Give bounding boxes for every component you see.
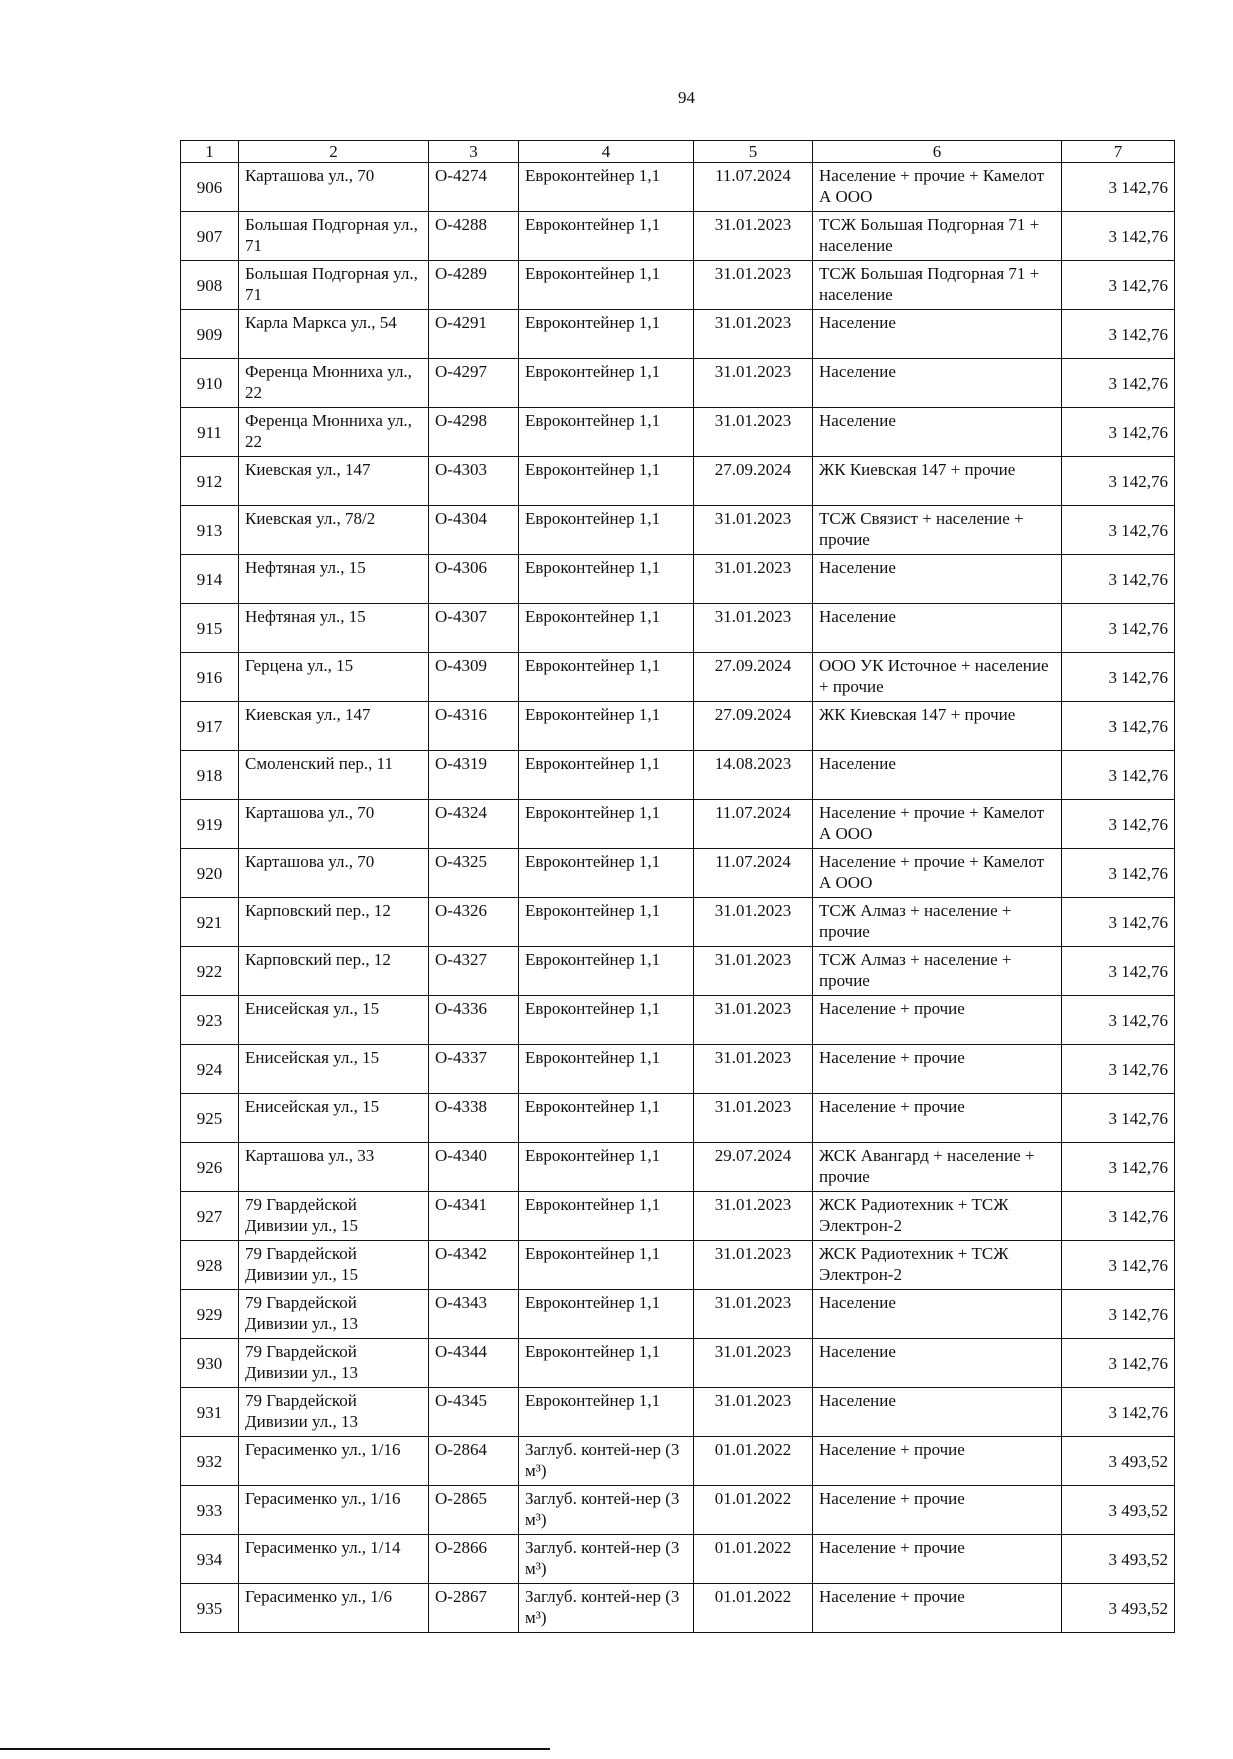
- cell-row-number: 915: [181, 604, 239, 653]
- cell-container-type: Евроконтейнер 1,1: [519, 947, 694, 996]
- cell-consumers: Население + прочие: [813, 996, 1062, 1045]
- cell-address: 79 Гвардейской Дивизии ул., 13: [239, 1339, 429, 1388]
- cell-date: 31.01.2023: [694, 947, 813, 996]
- cell-address: Енисейская ул., 15: [239, 1094, 429, 1143]
- cell-amount: 3 142,76: [1062, 555, 1175, 604]
- cell-container-id: О-4326: [429, 898, 519, 947]
- cell-address: 79 Гвардейской Дивизии ул., 13: [239, 1290, 429, 1339]
- cell-date: 27.09.2024: [694, 653, 813, 702]
- cell-container-id: О-4325: [429, 849, 519, 898]
- cell-amount: 3 142,76: [1062, 310, 1175, 359]
- cell-consumers: Население + прочие: [813, 1535, 1062, 1584]
- cell-row-number: 920: [181, 849, 239, 898]
- cell-row-number: 911: [181, 408, 239, 457]
- cell-container-type: Заглуб. контей-нер (3 м³): [519, 1437, 694, 1486]
- cell-row-number: 924: [181, 1045, 239, 1094]
- cell-date: 27.09.2024: [694, 702, 813, 751]
- column-header-4: 4: [519, 141, 694, 163]
- cell-container-id: О-2866: [429, 1535, 519, 1584]
- cell-amount: 3 142,76: [1062, 1143, 1175, 1192]
- cell-address: Нефтяная ул., 15: [239, 555, 429, 604]
- cell-row-number: 906: [181, 163, 239, 212]
- cell-container-id: О-4288: [429, 212, 519, 261]
- cell-address: Смоленский пер., 11: [239, 751, 429, 800]
- table-row: [181, 1241, 1175, 1290]
- table-row: [181, 1437, 1175, 1486]
- cell-container-id: О-4343: [429, 1290, 519, 1339]
- cell-row-number: 935: [181, 1584, 239, 1633]
- cell-date: 01.01.2022: [694, 1486, 813, 1535]
- cell-address: Карташова ул., 33: [239, 1143, 429, 1192]
- cell-container-id: О-2865: [429, 1486, 519, 1535]
- cell-consumers: Население: [813, 359, 1062, 408]
- cell-row-number: 926: [181, 1143, 239, 1192]
- cell-container-id: О-4324: [429, 800, 519, 849]
- cell-container-id: О-4291: [429, 310, 519, 359]
- cell-amount: 3 142,76: [1062, 1388, 1175, 1437]
- cell-container-type: Евроконтейнер 1,1: [519, 1094, 694, 1143]
- cell-amount: 3 142,76: [1062, 898, 1175, 947]
- cell-container-id: О-4289: [429, 261, 519, 310]
- table-row: [181, 457, 1175, 506]
- data-table: [180, 140, 1175, 1633]
- cell-consumers: Население: [813, 751, 1062, 800]
- cell-consumers: ТСЖ Большая Подгорная 71 + население: [813, 261, 1062, 310]
- cell-amount: 3 142,76: [1062, 359, 1175, 408]
- cell-container-type: Евроконтейнер 1,1: [519, 1241, 694, 1290]
- table-row: [181, 261, 1175, 310]
- cell-row-number: 907: [181, 212, 239, 261]
- column-header-6: 6: [813, 141, 1062, 163]
- cell-amount: 3 142,76: [1062, 506, 1175, 555]
- cell-address: Карташова ул., 70: [239, 849, 429, 898]
- cell-date: 11.07.2024: [694, 163, 813, 212]
- cell-date: 31.01.2023: [694, 261, 813, 310]
- table-row: [181, 555, 1175, 604]
- cell-amount: 3 142,76: [1062, 163, 1175, 212]
- cell-container-type: Евроконтейнер 1,1: [519, 212, 694, 261]
- cell-row-number: 918: [181, 751, 239, 800]
- cell-container-type: Евроконтейнер 1,1: [519, 1290, 694, 1339]
- cell-container-type: Евроконтейнер 1,1: [519, 261, 694, 310]
- cell-address: Герасименко ул., 1/16: [239, 1486, 429, 1535]
- table-row: [181, 898, 1175, 947]
- cell-container-type: Евроконтейнер 1,1: [519, 653, 694, 702]
- cell-container-id: О-2864: [429, 1437, 519, 1486]
- cell-container-id: О-4338: [429, 1094, 519, 1143]
- table-row: [181, 212, 1175, 261]
- cell-container-id: О-4345: [429, 1388, 519, 1437]
- cell-row-number: 917: [181, 702, 239, 751]
- cell-consumers: ТСЖ Алмаз + население + прочие: [813, 898, 1062, 947]
- cell-address: Карповский пер., 12: [239, 947, 429, 996]
- cell-date: 31.01.2023: [694, 212, 813, 261]
- cell-container-type: Евроконтейнер 1,1: [519, 359, 694, 408]
- cell-address: 79 Гвардейской Дивизии ул., 15: [239, 1192, 429, 1241]
- cell-container-id: О-4298: [429, 408, 519, 457]
- cell-address: Герасименко ул., 1/16: [239, 1437, 429, 1486]
- cell-amount: 3 142,76: [1062, 947, 1175, 996]
- cell-row-number: 933: [181, 1486, 239, 1535]
- cell-container-id: О-4341: [429, 1192, 519, 1241]
- table-row: [181, 359, 1175, 408]
- cell-consumers: Население: [813, 408, 1062, 457]
- cell-amount: 3 142,76: [1062, 1339, 1175, 1388]
- cell-date: 29.07.2024: [694, 1143, 813, 1192]
- cell-row-number: 916: [181, 653, 239, 702]
- table-row: [181, 947, 1175, 996]
- cell-consumers: ЖСК Радиотехник + ТСЖ Электрон-2: [813, 1192, 1062, 1241]
- table-row: [181, 996, 1175, 1045]
- table-row: [181, 1045, 1175, 1094]
- table-row: [181, 1290, 1175, 1339]
- table-row: [181, 163, 1175, 212]
- cell-date: 31.01.2023: [694, 1192, 813, 1241]
- table-row: [181, 702, 1175, 751]
- cell-amount: 3 493,52: [1062, 1437, 1175, 1486]
- cell-container-id: О-4337: [429, 1045, 519, 1094]
- cell-date: 31.01.2023: [694, 996, 813, 1045]
- cell-container-id: О-4342: [429, 1241, 519, 1290]
- cell-container-id: О-4274: [429, 163, 519, 212]
- cell-container-type: Заглуб. контей-нер (3 м³): [519, 1486, 694, 1535]
- column-header-5: 5: [694, 141, 813, 163]
- cell-container-type: Заглуб. контей-нер (3 м³): [519, 1535, 694, 1584]
- cell-consumers: ЖК Киевская 147 + прочие: [813, 457, 1062, 506]
- table-row: [181, 310, 1175, 359]
- cell-address: 79 Гвардейской Дивизии ул., 15: [239, 1241, 429, 1290]
- table-row: [181, 849, 1175, 898]
- cell-consumers: ТСЖ Алмаз + население + прочие: [813, 947, 1062, 996]
- cell-address: Герасименко ул., 1/14: [239, 1535, 429, 1584]
- column-header-7: 7: [1062, 141, 1175, 163]
- cell-row-number: 908: [181, 261, 239, 310]
- table-row: [181, 1192, 1175, 1241]
- cell-consumers: Население + прочие + Камелот А ООО: [813, 163, 1062, 212]
- cell-address: Карташова ул., 70: [239, 800, 429, 849]
- cell-consumers: Население: [813, 1388, 1062, 1437]
- cell-amount: 3 142,76: [1062, 604, 1175, 653]
- cell-date: 31.01.2023: [694, 555, 813, 604]
- page-number: 94: [678, 88, 695, 107]
- table-row: [181, 1584, 1175, 1633]
- table-row: [181, 1094, 1175, 1143]
- cell-container-type: Евроконтейнер 1,1: [519, 457, 694, 506]
- cell-amount: 3 142,76: [1062, 849, 1175, 898]
- cell-container-type: Заглуб. контей-нер (3 м³): [519, 1584, 694, 1633]
- cell-amount: 3 142,76: [1062, 653, 1175, 702]
- cell-container-id: О-4344: [429, 1339, 519, 1388]
- cell-date: 31.01.2023: [694, 1290, 813, 1339]
- table-row: [181, 1486, 1175, 1535]
- cell-date: 31.01.2023: [694, 1339, 813, 1388]
- cell-container-type: Евроконтейнер 1,1: [519, 604, 694, 653]
- cell-amount: 3 142,76: [1062, 702, 1175, 751]
- cell-address: Карла Маркса ул., 54: [239, 310, 429, 359]
- cell-row-number: 925: [181, 1094, 239, 1143]
- cell-amount: 3 493,52: [1062, 1535, 1175, 1584]
- cell-amount: 3 142,76: [1062, 1192, 1175, 1241]
- cell-container-id: О-4327: [429, 947, 519, 996]
- cell-container-type: Евроконтейнер 1,1: [519, 1045, 694, 1094]
- cell-amount: 3 142,76: [1062, 212, 1175, 261]
- table-row: [181, 1388, 1175, 1437]
- cell-container-type: Евроконтейнер 1,1: [519, 1192, 694, 1241]
- cell-consumers: Население + прочие + Камелот А ООО: [813, 849, 1062, 898]
- cell-amount: 3 142,76: [1062, 800, 1175, 849]
- cell-consumers: Население: [813, 1290, 1062, 1339]
- cell-row-number: 934: [181, 1535, 239, 1584]
- footer-rule: [0, 1748, 550, 1750]
- cell-address: Енисейская ул., 15: [239, 1045, 429, 1094]
- cell-row-number: 923: [181, 996, 239, 1045]
- cell-amount: 3 142,76: [1062, 1045, 1175, 1094]
- cell-container-id: О-4316: [429, 702, 519, 751]
- cell-date: 01.01.2022: [694, 1535, 813, 1584]
- cell-address: Киевская ул., 78/2: [239, 506, 429, 555]
- cell-row-number: 931: [181, 1388, 239, 1437]
- table-row: [181, 1535, 1175, 1584]
- cell-consumers: ТСЖ Связист + население + прочие: [813, 506, 1062, 555]
- cell-container-id: О-4306: [429, 555, 519, 604]
- cell-container-id: О-4297: [429, 359, 519, 408]
- cell-container-id: О-4309: [429, 653, 519, 702]
- cell-amount: 3 142,76: [1062, 751, 1175, 800]
- cell-row-number: 932: [181, 1437, 239, 1486]
- cell-consumers: Население + прочие: [813, 1094, 1062, 1143]
- cell-amount: 3 142,76: [1062, 1094, 1175, 1143]
- cell-amount: 3 142,76: [1062, 996, 1175, 1045]
- cell-container-type: Евроконтейнер 1,1: [519, 1339, 694, 1388]
- cell-date: 14.08.2023: [694, 751, 813, 800]
- cell-date: 01.01.2022: [694, 1437, 813, 1486]
- cell-address: Карповский пер., 12: [239, 898, 429, 947]
- cell-row-number: 909: [181, 310, 239, 359]
- cell-container-type: Евроконтейнер 1,1: [519, 555, 694, 604]
- cell-address: Большая Подгорная ул., 71: [239, 261, 429, 310]
- cell-container-id: О-4307: [429, 604, 519, 653]
- cell-amount: 3 493,52: [1062, 1584, 1175, 1633]
- cell-amount: 3 493,52: [1062, 1486, 1175, 1535]
- table-row: [181, 751, 1175, 800]
- cell-container-id: О-4303: [429, 457, 519, 506]
- cell-consumers: Население: [813, 555, 1062, 604]
- cell-container-id: О-4336: [429, 996, 519, 1045]
- cell-address: Нефтяная ул., 15: [239, 604, 429, 653]
- cell-consumers: Население: [813, 1339, 1062, 1388]
- cell-date: 01.01.2022: [694, 1584, 813, 1633]
- cell-amount: 3 142,76: [1062, 1241, 1175, 1290]
- cell-amount: 3 142,76: [1062, 261, 1175, 310]
- cell-container-id: О-4304: [429, 506, 519, 555]
- cell-date: 11.07.2024: [694, 800, 813, 849]
- cell-container-type: Евроконтейнер 1,1: [519, 702, 694, 751]
- header-row: [181, 141, 1175, 163]
- cell-date: 31.01.2023: [694, 408, 813, 457]
- cell-consumers: Население + прочие: [813, 1584, 1062, 1633]
- column-header-2: 2: [239, 141, 429, 163]
- cell-date: 31.01.2023: [694, 898, 813, 947]
- cell-address: Киевская ул., 147: [239, 702, 429, 751]
- cell-consumers: ООО УК Источное + население + прочие: [813, 653, 1062, 702]
- cell-container-type: Евроконтейнер 1,1: [519, 1143, 694, 1192]
- cell-consumers: Население: [813, 310, 1062, 359]
- cell-row-number: 913: [181, 506, 239, 555]
- cell-date: 31.01.2023: [694, 506, 813, 555]
- cell-container-type: Евроконтейнер 1,1: [519, 996, 694, 1045]
- cell-row-number: 930: [181, 1339, 239, 1388]
- table-row: [181, 1143, 1175, 1192]
- cell-date: 31.01.2023: [694, 1045, 813, 1094]
- column-header-3: 3: [429, 141, 519, 163]
- cell-container-type: Евроконтейнер 1,1: [519, 1388, 694, 1437]
- cell-date: 31.01.2023: [694, 310, 813, 359]
- cell-date: 31.01.2023: [694, 1388, 813, 1437]
- cell-row-number: 921: [181, 898, 239, 947]
- cell-date: 27.09.2024: [694, 457, 813, 506]
- cell-container-type: Евроконтейнер 1,1: [519, 751, 694, 800]
- cell-consumers: Население + прочие: [813, 1437, 1062, 1486]
- table-row: [181, 604, 1175, 653]
- cell-row-number: 914: [181, 555, 239, 604]
- cell-amount: 3 142,76: [1062, 1290, 1175, 1339]
- cell-address: Ференца Мюнниха ул., 22: [239, 408, 429, 457]
- cell-address: Карташова ул., 70: [239, 163, 429, 212]
- cell-consumers: Население + прочие: [813, 1486, 1062, 1535]
- cell-date: 31.01.2023: [694, 604, 813, 653]
- cell-container-type: Евроконтейнер 1,1: [519, 163, 694, 212]
- cell-container-id: О-2867: [429, 1584, 519, 1633]
- cell-row-number: 910: [181, 359, 239, 408]
- cell-date: 31.01.2023: [694, 359, 813, 408]
- table-row: [181, 1339, 1175, 1388]
- cell-row-number: 927: [181, 1192, 239, 1241]
- cell-row-number: 919: [181, 800, 239, 849]
- cell-container-id: О-4319: [429, 751, 519, 800]
- cell-consumers: Население + прочие + Камелот А ООО: [813, 800, 1062, 849]
- table-row: [181, 800, 1175, 849]
- cell-address: 79 Гвардейской Дивизии ул., 13: [239, 1388, 429, 1437]
- cell-consumers: ЖСК Радиотехник + ТСЖ Электрон-2: [813, 1241, 1062, 1290]
- cell-row-number: 922: [181, 947, 239, 996]
- cell-container-type: Евроконтейнер 1,1: [519, 800, 694, 849]
- column-header-1: 1: [181, 141, 239, 163]
- cell-container-type: Евроконтейнер 1,1: [519, 506, 694, 555]
- cell-address: Ференца Мюнниха ул., 22: [239, 359, 429, 408]
- cell-address: Герцена ул., 15: [239, 653, 429, 702]
- cell-address: Енисейская ул., 15: [239, 996, 429, 1045]
- cell-row-number: 929: [181, 1290, 239, 1339]
- cell-consumers: Население + прочие: [813, 1045, 1062, 1094]
- cell-container-type: Евроконтейнер 1,1: [519, 310, 694, 359]
- cell-date: 31.01.2023: [694, 1241, 813, 1290]
- cell-date: 11.07.2024: [694, 849, 813, 898]
- cell-consumers: ТСЖ Большая Подгорная 71 + население: [813, 212, 1062, 261]
- cell-container-type: Евроконтейнер 1,1: [519, 898, 694, 947]
- table-row: [181, 653, 1175, 702]
- cell-row-number: 928: [181, 1241, 239, 1290]
- cell-address: Герасименко ул., 1/6: [239, 1584, 429, 1633]
- cell-address: Киевская ул., 147: [239, 457, 429, 506]
- cell-row-number: 912: [181, 457, 239, 506]
- cell-amount: 3 142,76: [1062, 457, 1175, 506]
- cell-consumers: ЖК Киевская 147 + прочие: [813, 702, 1062, 751]
- cell-container-type: Евроконтейнер 1,1: [519, 849, 694, 898]
- cell-consumers: ЖСК Авангард + население + прочие: [813, 1143, 1062, 1192]
- cell-amount: 3 142,76: [1062, 408, 1175, 457]
- cell-date: 31.01.2023: [694, 1094, 813, 1143]
- cell-address: Большая Подгорная ул., 71: [239, 212, 429, 261]
- table-row: [181, 506, 1175, 555]
- cell-consumers: Население: [813, 604, 1062, 653]
- table-row: [181, 408, 1175, 457]
- cell-container-type: Евроконтейнер 1,1: [519, 408, 694, 457]
- cell-container-id: О-4340: [429, 1143, 519, 1192]
